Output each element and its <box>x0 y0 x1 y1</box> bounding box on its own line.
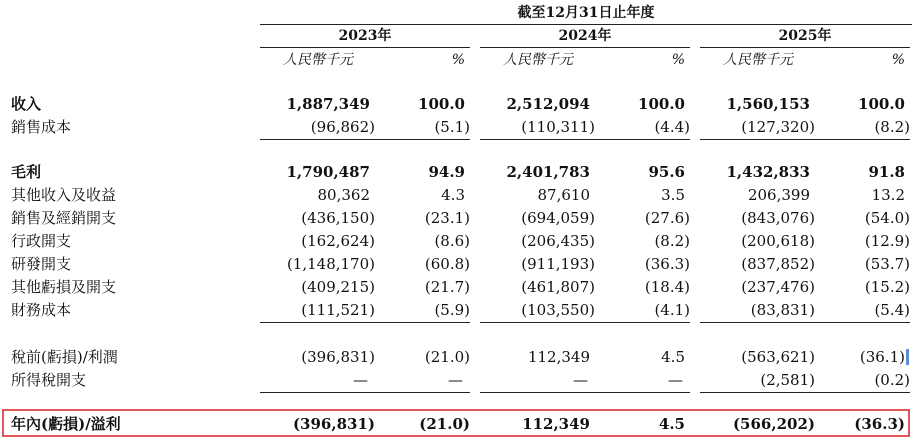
table-cell: (5.9) <box>434 301 470 319</box>
table-cell: (83,831) <box>750 301 815 319</box>
subtotal-rule <box>260 139 470 140</box>
table-cell: 100.0 <box>638 95 685 113</box>
table-cell: (162,624) <box>301 232 375 250</box>
table-cell: 112,349 <box>522 415 590 433</box>
row-label-gross-profit: 毛利 <box>11 163 42 181</box>
table-cell: (436,150) <box>301 209 375 227</box>
percent-label-2025: % <box>891 52 905 68</box>
table-cell: (396,831) <box>292 415 375 433</box>
subtotal-rule <box>480 392 690 393</box>
table-cell: (60.8) <box>424 255 470 273</box>
table-cell: — <box>353 371 368 389</box>
table-cell: (563,621) <box>741 348 815 366</box>
row-label-selling-expenses: 銷售及經銷開支 <box>11 209 117 227</box>
table-cell: (111,521) <box>301 301 375 319</box>
table-cell: (5.4) <box>874 301 910 319</box>
table-cell: 3.5 <box>661 186 685 204</box>
table-cell: (27.6) <box>644 209 690 227</box>
row-label-finance-costs: 財務成本 <box>11 301 72 319</box>
table-cell: (566,202) <box>732 415 815 433</box>
table-cell: 4.5 <box>658 415 685 433</box>
table-cell: (36.1) <box>859 348 905 366</box>
table-cell: (5.1) <box>434 118 470 136</box>
table-cell: (409,215) <box>301 278 375 296</box>
year-divider-2025 <box>700 47 910 48</box>
table-cell: (21.0) <box>419 415 470 433</box>
row-label-revenue: 收入 <box>11 95 42 113</box>
table-cell: (837,852) <box>741 255 815 273</box>
table-cell: (21.0) <box>424 348 470 366</box>
table-cell: 80,362 <box>317 186 370 204</box>
table-cell: (53.7) <box>864 255 910 273</box>
table-cell: 2,512,094 <box>506 95 590 113</box>
table-cell: 2,401,783 <box>506 163 590 181</box>
unit-label-2024: 人民幣千元 <box>503 52 573 68</box>
table-cell: (103,550) <box>521 301 595 319</box>
unit-label-2023: 人民幣千元 <box>283 52 353 68</box>
table-cell: (911,193) <box>521 255 595 273</box>
subtotal-rule <box>260 322 470 323</box>
table-cell: (15.2) <box>864 278 910 296</box>
table-cell: 95.6 <box>648 163 685 181</box>
unit-label-2025: 人民幣千元 <box>723 52 793 68</box>
table-cell: (23.1) <box>424 209 470 227</box>
table-cell: 206,399 <box>747 186 810 204</box>
table-cell: (36.3) <box>644 255 690 273</box>
table-cell: (8.2) <box>874 118 910 136</box>
table-cell: 1,432,833 <box>726 163 810 181</box>
subtotal-rule <box>700 392 910 393</box>
table-cell: 91.8 <box>868 163 905 181</box>
table-cell: 94.9 <box>428 163 465 181</box>
table-cell: (237,476) <box>741 278 815 296</box>
table-cell: (110,311) <box>521 118 595 136</box>
table-cell: (8.6) <box>434 232 470 250</box>
row-label-other-losses: 其他虧損及開支 <box>11 278 117 296</box>
table-cell: (200,618) <box>741 232 815 250</box>
subtotal-rule <box>480 139 690 140</box>
row-label-income-tax: 所得稅開支 <box>11 371 87 389</box>
header-divider <box>260 24 912 25</box>
subtotal-rule <box>700 139 910 140</box>
table-cell: (12.9) <box>864 232 910 250</box>
table-cell: (1,148,170) <box>286 255 375 273</box>
table-cell: 100.0 <box>858 95 905 113</box>
year-header-2025: 2025年 <box>778 28 832 44</box>
table-cell: (8.2) <box>654 232 690 250</box>
table-cell: 13.2 <box>871 186 905 204</box>
table-cell: 1,790,487 <box>286 163 370 181</box>
text-cursor-marker <box>906 349 909 365</box>
table-cell: 112,349 <box>527 348 590 366</box>
table-cell: — <box>448 371 463 389</box>
subtotal-rule <box>480 322 690 323</box>
subtotal-rule <box>260 392 470 393</box>
row-label-net: 年內(虧損)/溢利 <box>11 415 121 433</box>
table-cell: (396,831) <box>301 348 375 366</box>
table-cell: 1,560,153 <box>726 95 810 113</box>
year-divider-2024 <box>480 47 690 48</box>
percent-label-2023: % <box>451 52 465 68</box>
table-cell: (18.4) <box>644 278 690 296</box>
percent-label-2024: % <box>671 52 685 68</box>
table-cell: (36.3) <box>854 415 905 433</box>
year-header-2024: 2024年 <box>558 28 612 44</box>
table-cell: (127,320) <box>741 118 815 136</box>
table-cell: (96,862) <box>310 118 375 136</box>
table-cell: (206,435) <box>521 232 595 250</box>
row-label-cost-of-sales: 銷售成本 <box>11 118 72 136</box>
table-cell: 1,887,349 <box>286 95 370 113</box>
period-title: 截至12月31日止年度 <box>517 5 655 21</box>
row-label-admin-expenses: 行政開支 <box>11 232 72 250</box>
table-cell: (54.0) <box>864 209 910 227</box>
table-cell: (4.4) <box>654 118 690 136</box>
subtotal-rule <box>700 322 910 323</box>
table-cell: — <box>573 371 588 389</box>
table-cell: — <box>668 371 683 389</box>
table-cell: (2,581) <box>760 371 815 389</box>
table-cell: (461,807) <box>521 278 595 296</box>
table-cell: 4.3 <box>441 186 465 204</box>
year-header-2023: 2023年 <box>338 28 392 44</box>
table-cell: (21.7) <box>424 278 470 296</box>
table-cell: 100.0 <box>418 95 465 113</box>
table-cell: (843,076) <box>741 209 815 227</box>
row-label-pretax: 稅前(虧損)/利潤 <box>11 348 118 366</box>
table-cell: (694,059) <box>521 209 595 227</box>
table-cell: (0.2) <box>874 371 910 389</box>
table-cell: 4.5 <box>661 348 685 366</box>
table-cell: (4.1) <box>654 301 690 319</box>
year-divider-2023 <box>260 47 470 48</box>
row-label-rnd-expenses: 研發開支 <box>11 255 72 273</box>
table-cell: 87,610 <box>537 186 590 204</box>
row-label-other-income: 其他收入及收益 <box>11 186 117 204</box>
